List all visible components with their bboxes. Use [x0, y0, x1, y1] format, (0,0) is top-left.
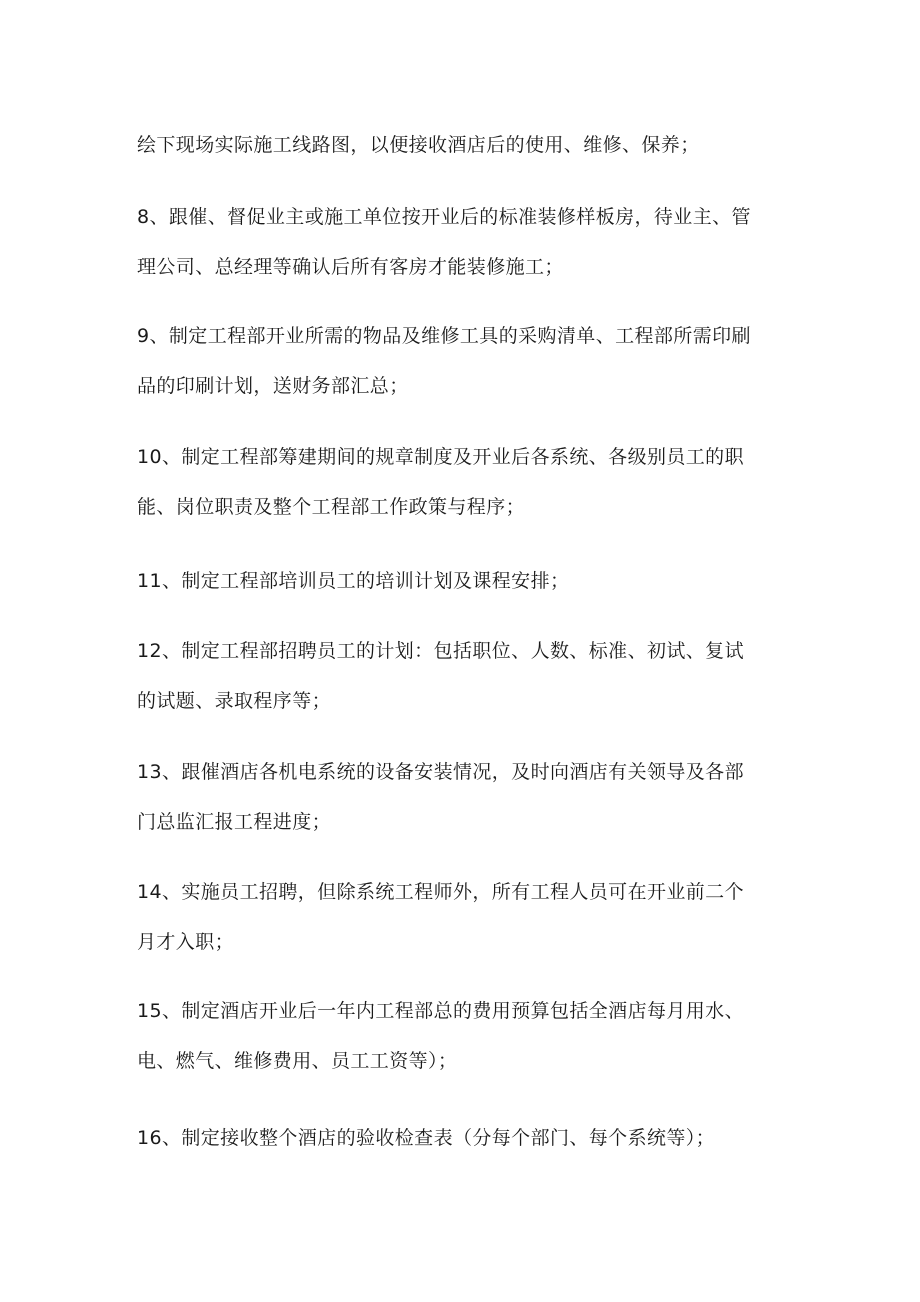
paragraph-line: 10、制定工程部筹建期间的规章制度及开业后各系统、各级别员工的职	[137, 446, 744, 468]
paragraph-line: 16、制定接收整个酒店的验收检查表（分每个部门、每个系统等）；	[137, 1127, 716, 1149]
paragraph-item-10	[137, 432, 777, 532]
paragraph-line: 15、制定酒店开业后一年内工程部总的费用预算包括全酒店每月用水、	[137, 1000, 744, 1022]
paragraph-item-8	[137, 192, 777, 292]
paragraph-line: 12、制定工程部招聘员工的计划：包括职位、人数、标准、初试、复试	[137, 640, 744, 662]
paragraph-line: 品的印刷计划，送财务部汇总；	[137, 375, 409, 397]
paragraph-item-12	[137, 626, 777, 726]
paragraph-line: 13、跟催酒店各机电系统的设备安装情况，及时向酒店有关领导及各部	[137, 761, 744, 783]
paragraph-intro	[137, 120, 777, 170]
paragraph-item-15	[137, 986, 777, 1086]
paragraph-line: 月才入职；	[137, 931, 235, 953]
paragraph-item-16	[137, 1113, 777, 1163]
paragraph-line: 8、跟催、督促业主或施工单位按开业后的标准装修样板房，待业主、管	[137, 206, 751, 228]
paragraph-item-14	[137, 867, 777, 967]
paragraph-line: 理公司、总经理等确认后所有客房才能装修施工；	[137, 256, 564, 278]
paragraph-item-11	[137, 556, 777, 606]
paragraph-line: 门总监汇报工程进度；	[137, 811, 332, 833]
paragraph-line: 的试题、录取程序等；	[137, 690, 332, 712]
paragraph-line: 9、制定工程部开业所需的物品及维修工具的采购清单、工程部所需印刷	[137, 325, 751, 347]
paragraph-line: 电、燃气、维修费用、员工工资等）；	[137, 1050, 458, 1072]
paragraph-item-13	[137, 747, 777, 847]
paragraph-line: 绘下现场实际施工线路图，以便接收酒店后的使用、维修、保养；	[137, 134, 700, 156]
paragraph-item-9	[137, 311, 777, 411]
paragraph-line: 14、实施员工招聘，但除系统工程师外，所有工程人员可在开业前二个	[137, 881, 744, 903]
paragraph-line: 能、岗位职责及整个工程部工作政策与程序；	[137, 496, 526, 518]
paragraph-line: 11、制定工程部培训员工的培训计划及课程安排；	[137, 570, 570, 592]
